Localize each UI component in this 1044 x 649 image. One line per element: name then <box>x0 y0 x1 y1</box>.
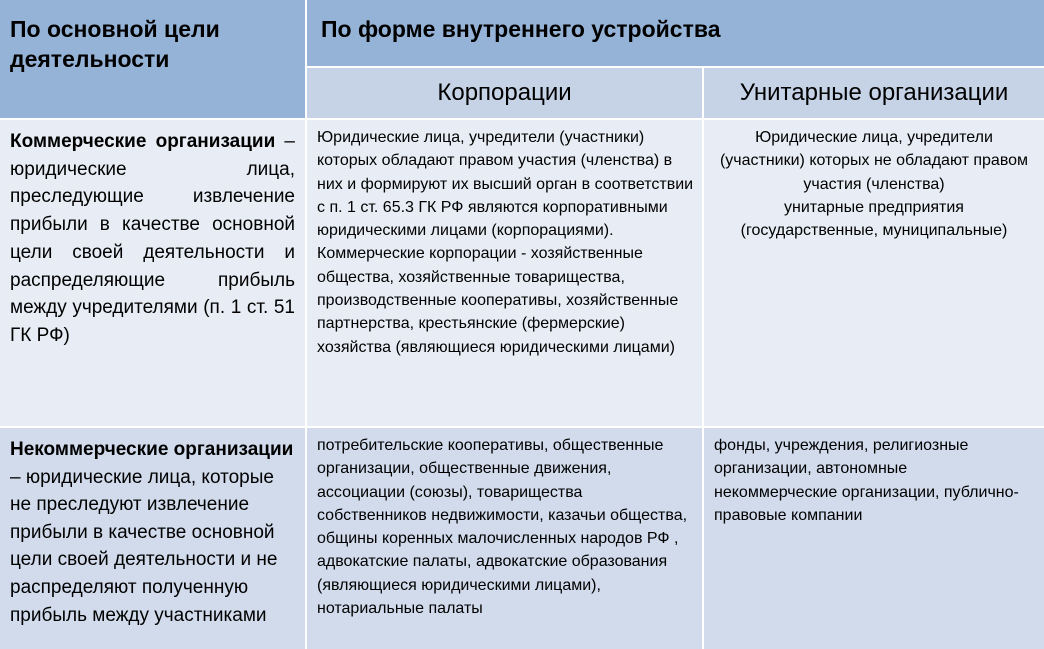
row-commercial-corporations <box>306 119 703 427</box>
commercial-corporations-definition: Юридические лица, учредители (участники) которых обладают правом участия (членства) в них и формируют их высший орган в соответствии с п. 1 ст. 65.3 ГК РФ являются корпоративными юридическими лицами (корпорациями). <box>317 129 694 240</box>
row-commercial-unitary <box>703 119 1044 427</box>
header-unitary <box>703 67 1044 119</box>
noncommercial-unitary-list: фонды, учреждения, религиозные организации, автономные некоммерческие организации, публично-правовые компании <box>714 437 1019 524</box>
header-goal <box>0 0 306 119</box>
header-corporations-text: Корпорации <box>437 79 572 106</box>
commercial-description: – юридические лица, преследующие извлечение прибыли в качестве основной цели своей деятельности и распределяющие прибыль между учредителями (п. 1 ст. 51 ГК РФ) <box>10 131 295 346</box>
commercial-title: Коммерческие организации <box>10 131 276 152</box>
header-unitary-text: Унитарные организации <box>739 79 1009 106</box>
row-noncommercial-corporations <box>306 427 703 649</box>
header-goal-text: По основной цели деятельности <box>10 16 220 72</box>
noncommercial-corporations-list: потребительские кооперативы, общественные организации, общественные движения, ассоциации (союзы), товарищества собственников недвижимости, казачьи общества, общины коренных малочисленных народов РФ , адвокатские палаты, адвокатские образования (являющиеся юридическими лицами), нотариальные палаты <box>317 437 688 618</box>
noncommercial-title: Некоммерческие организации <box>10 439 294 460</box>
row-noncommercial-type <box>0 427 306 649</box>
header-structure <box>306 0 1044 67</box>
header-structure-text: По форме внутреннего устройства <box>321 16 721 42</box>
commercial-corporations-list: Коммерческие корпорации - хозяйственные общества, хозяйственные товарищества, производственные кооперативы, хозяйственные партнерства, крестьянские (фермерские) хозяйства (являющиеся юридическими лицами) <box>317 245 679 356</box>
commercial-unitary-definition: Юридические лица, учредители (участники) которых не обладают правом участия (членства) <box>719 129 1029 193</box>
header-corporations <box>306 67 703 119</box>
commercial-unitary-list: унитарные предприятия (государственные, муниципальные) <box>740 198 1008 240</box>
row-commercial-type <box>0 119 306 427</box>
noncommercial-description: – юридические лица, которые не преследуют извлечение прибыли в качестве основной цели своей деятельности и не распределяют полученную прибыль между участниками <box>10 466 278 626</box>
row-noncommercial-unitary <box>703 427 1044 649</box>
